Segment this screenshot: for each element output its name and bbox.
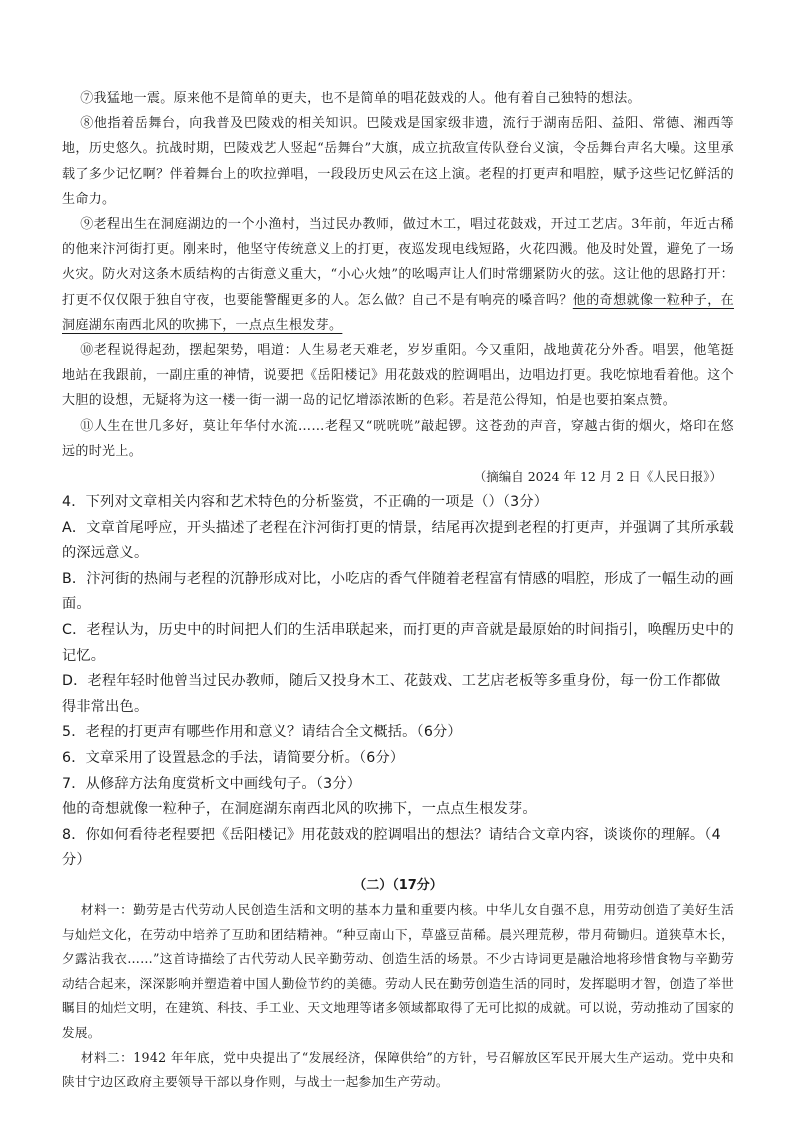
material-1: 材料一：勤劳是古代劳动人民创造生活和文明的基本力量和重要内核。中华儿女自强不息，用劳动创造了美好生活与灿烂文化，在劳动中培养了互助和团结精神。“种豆南山下，草盛豆苗稀。晨兴理荒秽，带月荷锄归。道狭草木长，夕露沾我衣……”这首诗描绘了古代劳动人民辛勤劳动、创造生活的场景。不少古诗词更是融洽地将珍惜食物与辛勤劳动结合起来，深深影响并塑造着中国人勤俭节约的美德。劳动人民在勤劳创造生活的同时，发挥聪明才智，创造了举世瞩目的灿烂文明，在建筑、科技、手工业、天文地理等诸多领域都取得了无可比拟的成就。可以说，劳动推动了国家的发展。 xyxy=(62,901,734,1040)
question-8: 8．你如何看待老程要把《岳阳楼记》用花鼓戏的腔调唱出的想法？请结合文章内容，谈谈你的理解。（4分） xyxy=(62,826,721,869)
paragraph-9: ⑨老程出生在洞庭湖边的一个小渔村，当过民办教师，做过木工，唱过花鼓戏，开过工艺店。3年前，年近古稀的他来汴河街打更。刚来时，他坚守传统意义上的打更，夜巡发现电线短路，火花四溅。他及时处置，避免了一场火灾。防火对这条木质结构的古街意义重大，“小心火烛”的吆喝声让人们时常绷紧防火的弦。这让他的思路打开：打更不仅仅限于独自守夜，也要能警醒更多的人。怎么做？自己不是有响亮的嗓音吗？他的奇想就像一粒种子，在洞庭湖东南西北风的吹拂下，一点点生根发芽。 xyxy=(62,217,734,333)
question-5: 5．老程的打更声有哪些作用和意义？请结合全文概括。（6分） xyxy=(62,724,462,741)
option-d: D．老程年轻时他曾当过民办教师，随后又投身木工、花鼓戏、工艺店老板等多重身份，每一份工作都做得非常出色。 xyxy=(62,673,721,715)
paragraph-8: ⑧他指着岳舞台，向我普及巴陵戏的相关知识。巴陵戏是国家级非遗，流行于湖南岳阳、益阳、常德、湘西等地，历史悠久。抗战时期，巴陵戏艺人竖起“岳舞台”大旗，成立抗敌宣传队登台义演，令岳舞台声名大噪。这里承载了多少记忆啊？伴着舞台上的吹拉弹唱，一段段历史风云在这上演。老程的打更声和唱腔，赋予这些记忆鲜活的生命力。 xyxy=(62,116,735,207)
source-citation: （摘编自 2024 年 12 月 2 日《人民日报》） xyxy=(473,469,722,485)
paragraph-7: ⑦我猛地一震。原来他不是简单的更夫，也不是简单的唱花鼓戏的人。他有着自己独特的想法。 xyxy=(80,91,641,106)
underlined-sentence: 他的奇想就像一粒种子，在洞庭湖东南西北风的吹拂下，一点点生根发芽。 xyxy=(62,292,734,333)
question-6: 6．文章采用了设置悬念的手法，请简要分析。（6分） xyxy=(62,749,405,766)
paragraph-10: ⑩老程说得起劲，摆起架势，唱道：人生易老天难老，岁岁重阳。今又重阳，战地黄花分外香。唱罢，他笔挺地站在我跟前，一副庄重的神情，说要把《岳阳楼记》用花鼓戏的腔调唱出，边唱边打更。我吃惊地看着他。这个大胆的设想，无疑将为这一楼一街一湖一岛的记忆增添浓断的色彩。若是范公得知，怕是也要拍案点赞。 xyxy=(62,343,735,409)
section-title: （二）（17分） xyxy=(353,877,443,893)
question-7: 7．从修辞方法角度赏析文中画线句子。（3分） xyxy=(62,775,362,792)
paragraph-11: ⑪人生在世几多好，莫让年华付水流……老程又“咣咣咣”敲起锣。这苍劲的声音，穿越古街的烟火，烙印在悠远的时光上。 xyxy=(62,418,735,459)
material-2: 材料二：1942 年年底，党中央提出了“发展经济，保障供给”的方针，号召解放区军民开展大生产运动。党中央和陕甘宁边区政府主要领导干部以身作则，与战士一起参加生产劳动。 xyxy=(62,1049,734,1090)
exam-page xyxy=(62,86,734,1095)
option-a: A．文章首尾呼应，开头描述了老程在汴河街打更的情景，结尾再次提到老程的打更声，并强调了其所承载的深远意义。 xyxy=(62,519,734,562)
question-4: 4．下列对文章相关内容和艺术特色的分析鉴赏，不正确的一项是（）（3分） xyxy=(62,494,549,511)
question-7-quote: 他的奇想就像一粒种子，在洞庭湖东南西北风的吹拂下，一点点生根发芽。 xyxy=(62,801,537,818)
option-b: B．汴河街的热闹与老程的沉静形成对比，小吃店的香气伴随着老程富有情感的唱腔，形成了一幅生动的画面。 xyxy=(62,570,734,613)
option-c: C．老程认为，历史中的时间把人们的生活串联起来，而打更的声音就是最原始的时间指引，唤醒历史中的记忆。 xyxy=(62,622,734,664)
